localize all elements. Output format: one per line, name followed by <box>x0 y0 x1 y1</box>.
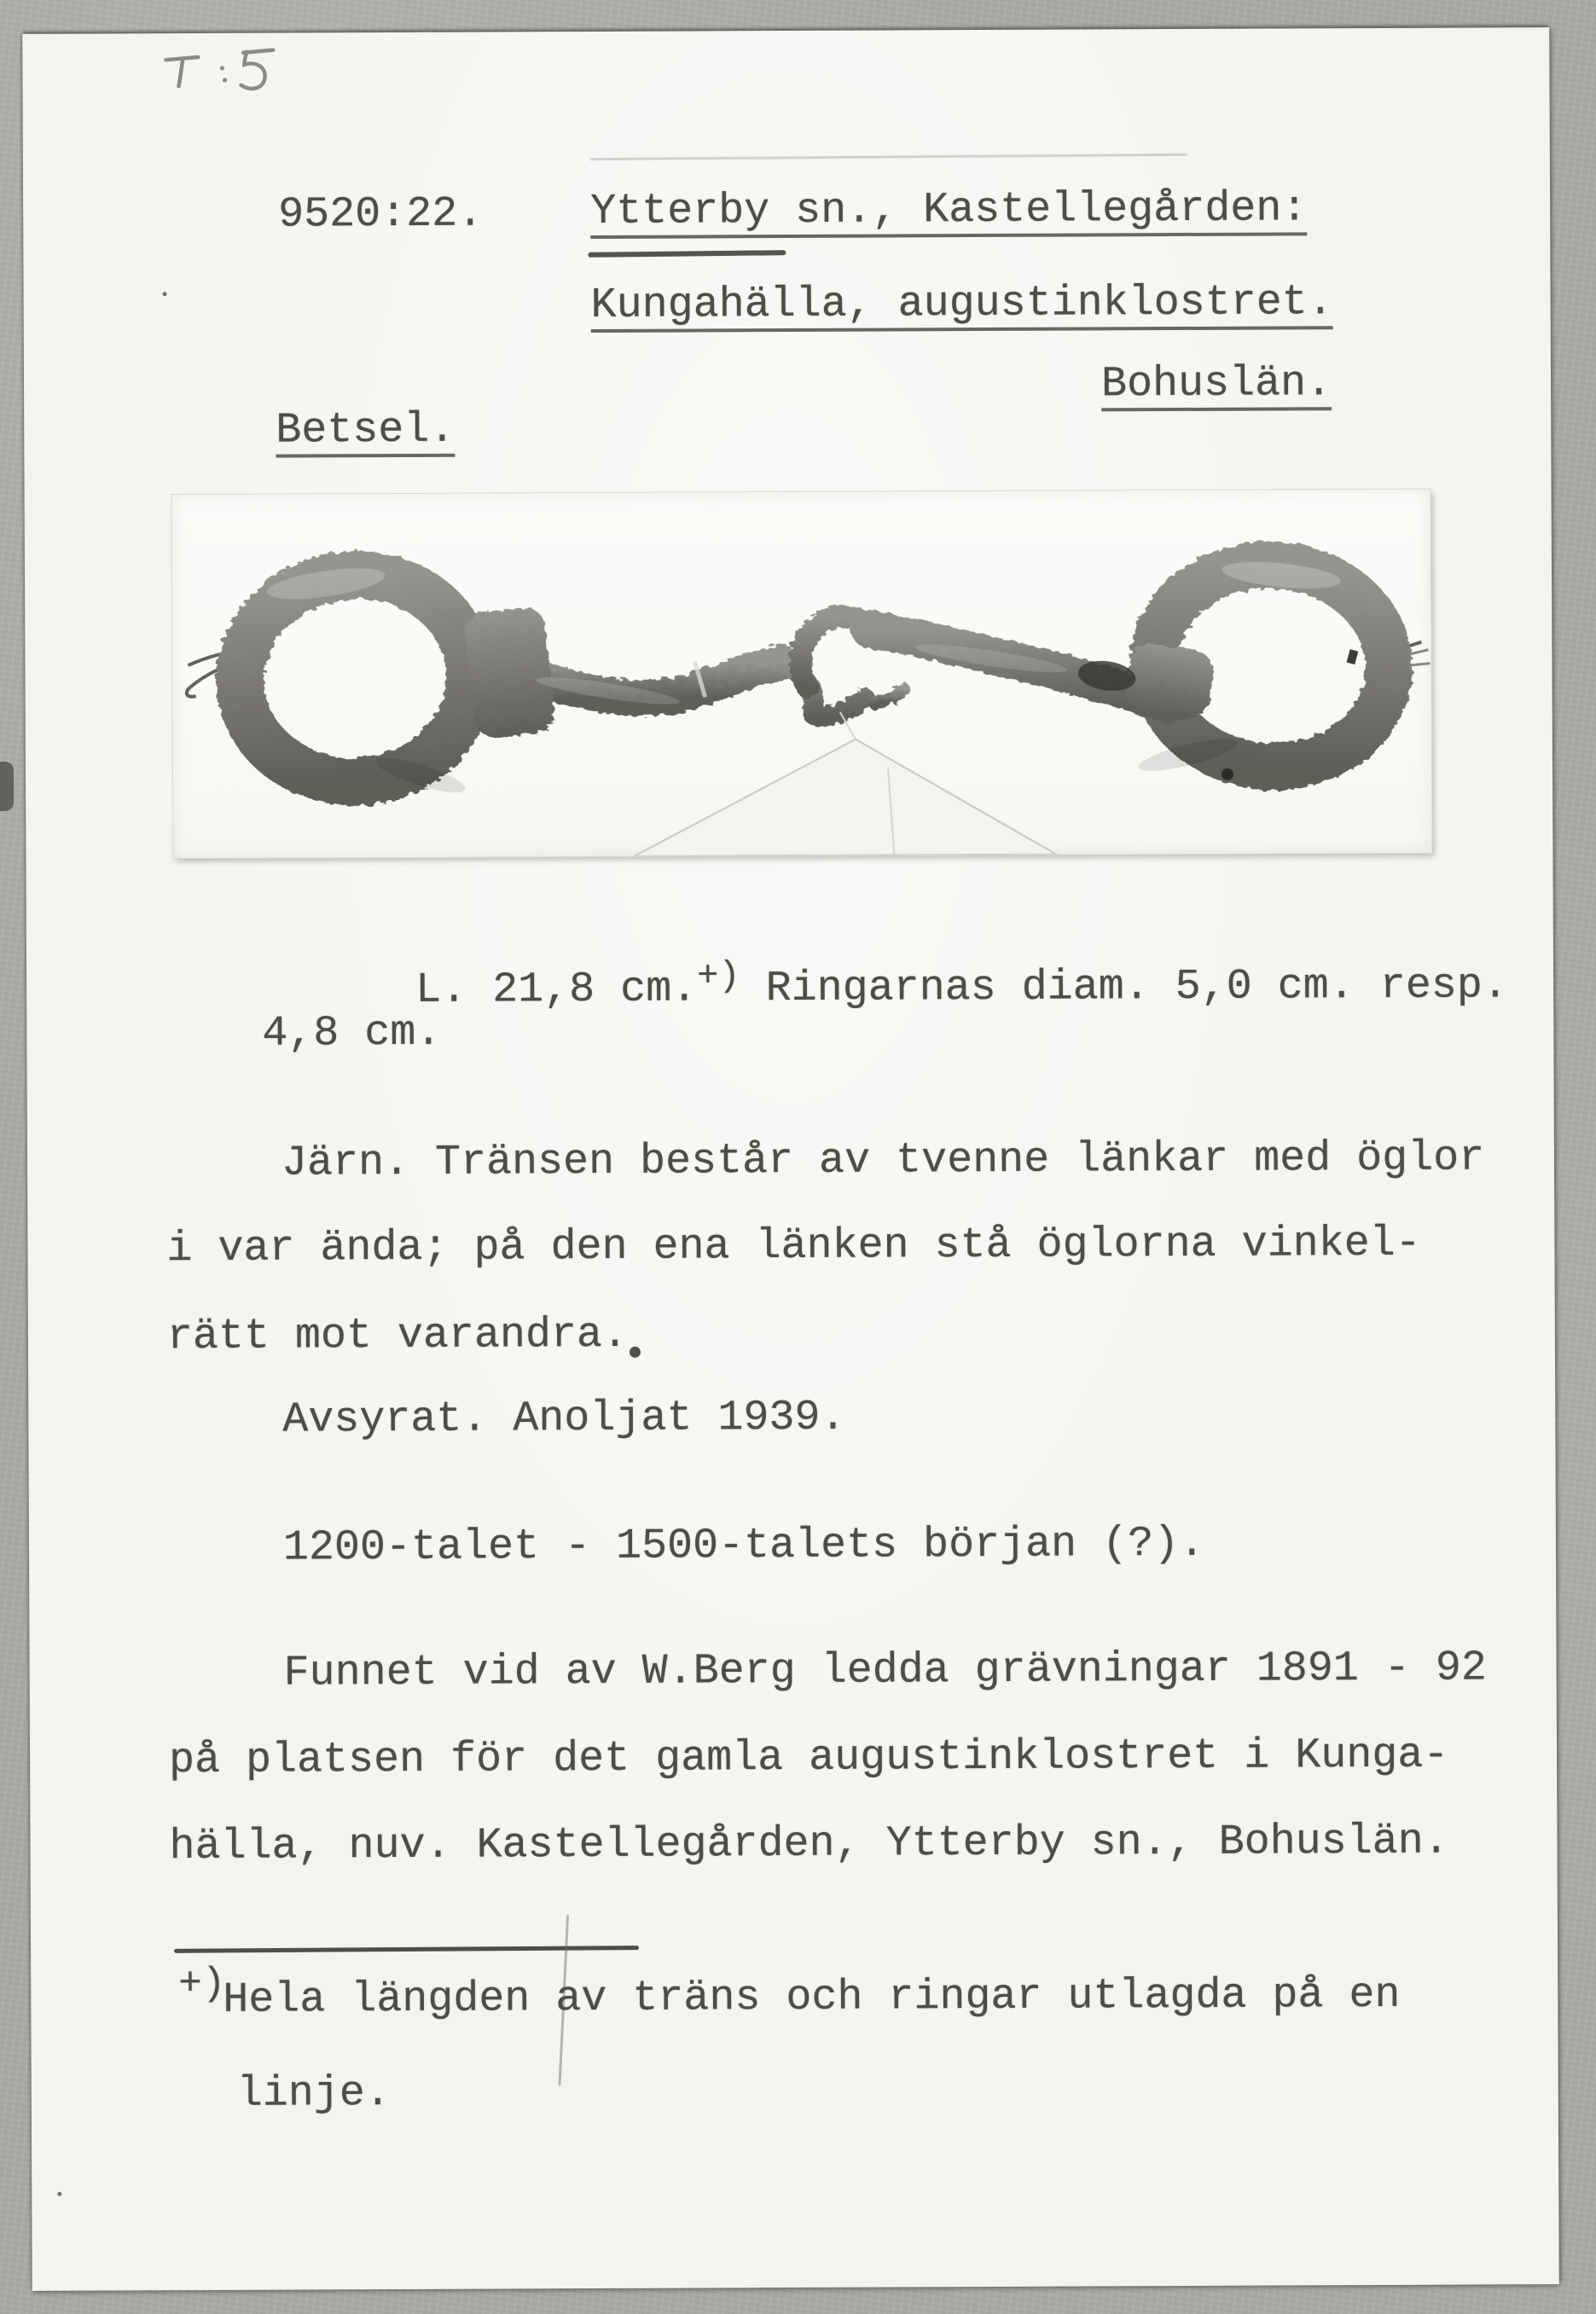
provenance-line-2: på platsen för det gamla augustinklostret i Kunga- <box>168 1731 1449 1786</box>
description-line-3: rätt mot varandra. <box>166 1310 629 1362</box>
mat-stain <box>0 762 14 811</box>
footnote-line-2: linje. <box>236 2069 391 2119</box>
pencil-strokes <box>165 50 273 90</box>
footnote-line-1: Hela längden av träns och ringar utlagda på en <box>223 1970 1401 2025</box>
measurement-line-1 <box>262 922 1508 1056</box>
locality-line-1: Ytterby sn., Kastellegården: <box>590 189 1307 239</box>
object-title: Betsel. <box>276 411 455 458</box>
provenance-line-1: Funnet vid av W.Berg ledda grävningar 1891 - 92 <box>283 1644 1487 1698</box>
double-underline-mark <box>588 250 786 258</box>
faint-pencil-line <box>590 154 1187 160</box>
province-label: Bohuslän. <box>1101 364 1332 411</box>
footnote-marker: +) <box>178 1961 226 2007</box>
handwritten-note-t5 <box>159 39 312 117</box>
photo-corner-notch <box>634 711 1057 856</box>
dating-line: 1200-talet - 1500-talets början (?). <box>282 1519 1205 1573</box>
footnote-rule <box>174 1946 639 1953</box>
right-link-loop <box>1123 641 1216 721</box>
left-ring <box>233 567 478 790</box>
catalog-card <box>22 27 1559 2291</box>
left-link-loop <box>463 606 557 739</box>
description-line-1: Järn. Tränsen består av tvenne länkar med öglor <box>281 1134 1485 1188</box>
measurement-line-2: 4,8 cm. <box>262 1008 442 1058</box>
paper-speck <box>163 292 167 296</box>
conservation-line: Avsyrat. Anoljat 1939. <box>282 1393 846 1445</box>
artifact-photo <box>172 490 1432 858</box>
ink-blot <box>630 1347 641 1358</box>
paper-speck <box>57 2192 61 2196</box>
ring-diameters: Ringarnas diam. 5,0 cm. resp. <box>740 961 1508 1014</box>
description-line-2: i var ända; på den ena länken stå öglorna vinkel- <box>166 1219 1421 1274</box>
footnote-reference: +) <box>697 955 740 997</box>
bridle-bit-illustration <box>172 490 1432 858</box>
length-value: L. 21,8 cm. <box>415 965 698 1015</box>
locality-line-2: Kungahälla, augustinklostret. <box>591 283 1333 333</box>
provenance-line-3: hälla, nuv. Kastellegården, Ytterby sn., Bohuslän. <box>169 1817 1449 1872</box>
catalog-number: 9520:22. <box>278 189 484 240</box>
